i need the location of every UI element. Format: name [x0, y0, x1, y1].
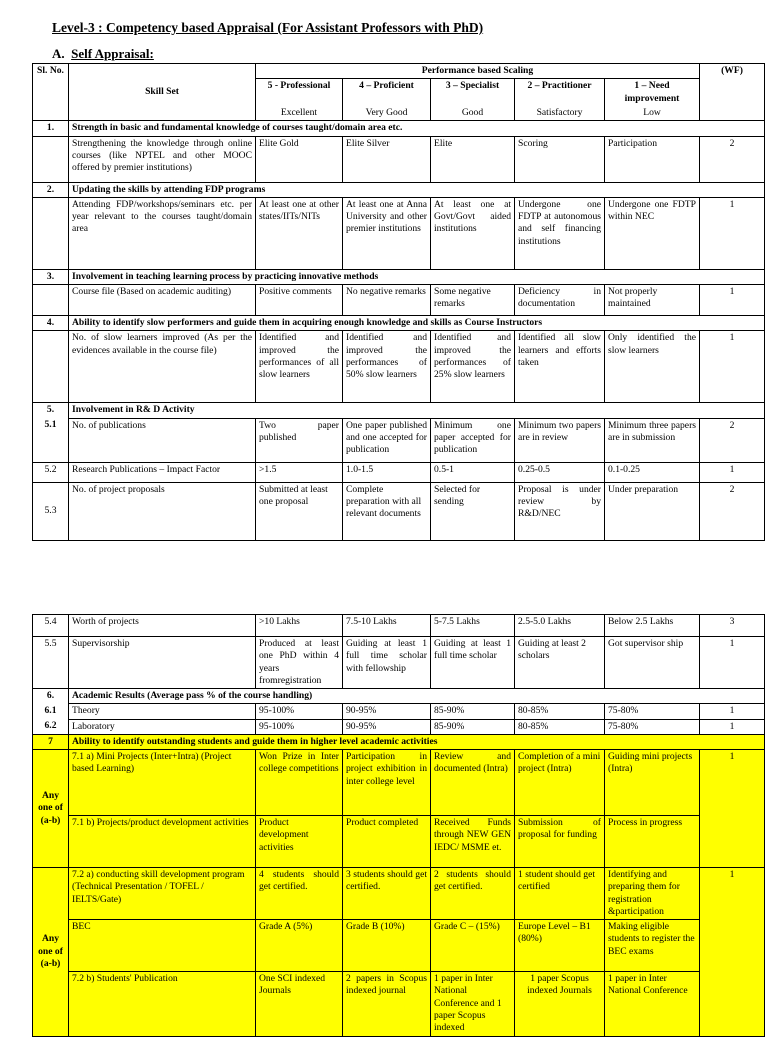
skill-cell: 7.2 b) Students' Publication [69, 972, 256, 1036]
header-grade-2: Satisfactory [515, 106, 605, 121]
wf-cell: 1 [700, 868, 765, 1036]
level-4-cell: No negative remarks [343, 285, 431, 316]
header-level-5: 5 - Professional [256, 79, 343, 106]
level-3-cell: Minimum one paper accepted for publication [431, 418, 515, 462]
level-5-cell: Identified and improved the performances of all slow learners [256, 331, 343, 403]
level-4-cell: Identified and improved the performances of 50% slow learners [343, 331, 431, 403]
level-5-cell: 4 students should get certified. [256, 868, 343, 920]
level-1-cell: Guiding mini projects (Intra) [605, 750, 700, 816]
level-5-cell: Positive comments [256, 285, 343, 316]
row-heading: Involvement in R& D Activity [69, 403, 765, 418]
row-number: 5.3 [33, 482, 69, 540]
level-1-cell: Identifying and preparing them for registration &participation [605, 868, 700, 920]
level-3-cell: 5-7.5 Lakhs [431, 615, 515, 637]
level-5-cell: Product development activities [256, 816, 343, 868]
level-1-cell: Process in progress [605, 816, 700, 868]
level-1-cell: Making eligible students to register the BEC exams [605, 920, 700, 972]
skill-cell: 7.1 b) Projects/product development activities [69, 816, 256, 868]
level-3-cell: At least one at Govt/Govt aided institutions [431, 197, 515, 269]
level-5-cell: Elite Gold [256, 136, 343, 182]
row-number: 4. [33, 316, 69, 331]
skill-cell: 7.2 a) conducting skill development program (Technical Presentation / TOFEL / IELTS/Gate) [69, 868, 256, 920]
wf-cell: 1 [700, 750, 765, 868]
row-number: 5.5 [33, 637, 69, 689]
level-3-cell: Received Funds through NEW GEN IEDC/ MSME et. [431, 816, 515, 868]
level-1-cell: Participation [605, 136, 700, 182]
level-4-cell: Complete preparation with all relevant documents [343, 482, 431, 540]
level-2-cell: Undergone one FDTP at autonomous and self financing institutions [515, 197, 605, 269]
level-4-cell: 2 papers in Scopus indexed journal [343, 972, 431, 1036]
level-2-cell: 1 student should get certified [515, 868, 605, 920]
level-5-cell: Two paper published [256, 418, 343, 462]
level-5-cell: At least one at other states/IITs/NITs [256, 197, 343, 269]
wf-cell: 1 [700, 719, 765, 734]
level-3-cell: Some negative remarks [431, 285, 515, 316]
row-heading: Ability to identify slow performers and guide them in acquiring enough knowledge and skills as Course Instructors [69, 316, 765, 331]
row-number: 6. [33, 689, 69, 704]
header-grade-3: Good [431, 106, 515, 121]
level-5-cell: Submitted at least one proposal [256, 482, 343, 540]
header-level-1: 1 – Need improvement [605, 79, 700, 106]
level-3-cell: Identified and improved the performances of 25% slow learners [431, 331, 515, 403]
level-1-cell: 75-80% [605, 704, 700, 719]
wf-cell: 1 [700, 331, 765, 403]
wf-cell: 1 [700, 704, 765, 719]
level-3-cell: 85-90% [431, 719, 515, 734]
header-grade-5: Excellent [256, 106, 343, 121]
level-2-cell: Minimum two papers are in review [515, 418, 605, 462]
skill-cell: Attending FDP/workshops/seminars etc. per year relevant to the courses taught/domain area [69, 197, 256, 269]
level-2-cell: 80-85% [515, 719, 605, 734]
row-heading: Ability to identify outstanding students and guide them in higher level academic activities [69, 734, 765, 749]
row-number: 3. [33, 269, 69, 284]
level-3-cell: Review and documented (Intra) [431, 750, 515, 816]
level-2-cell: Guiding at least 2 scholars [515, 637, 605, 689]
wf-cell: 3 [700, 615, 765, 637]
wf-cell: 2 [700, 482, 765, 540]
skill-cell: BEC [69, 920, 256, 972]
header-performance-scaling: Performance based Scaling [256, 64, 700, 79]
skill-cell: No. of project proposals [69, 482, 256, 540]
level-4-cell: 90-95% [343, 719, 431, 734]
skill-cell: No. of slow learners improved (As per the evidences available in the course file) [69, 331, 256, 403]
level-3-cell: 1 paper in Inter National Conference and 1 paper Scopus indexed [431, 972, 515, 1036]
level-2-cell: Submission of proposal for funding [515, 816, 605, 868]
level-3-cell: Elite [431, 136, 515, 182]
row-number: 6.2 [33, 719, 69, 734]
skill-cell: Theory [69, 704, 256, 719]
skill-cell: 7.1 a) Mini Projects (Inter+Intra) (Project based Learning) [69, 750, 256, 816]
level-2-cell: Proposal is under review by R&D/NEC [515, 482, 605, 540]
wf-cell: 2 [700, 418, 765, 462]
skill-cell: No. of publications [69, 418, 256, 462]
level-3-cell: Guiding at least 1 full time scholar [431, 637, 515, 689]
level-1-cell: Minimum three papers are in submission [605, 418, 700, 462]
level-5-cell: Won Prize in Inter college competitions [256, 750, 343, 816]
row-number: 5. [33, 403, 69, 418]
level-4-cell: Guiding at least 1 full time scholar with fellowship [343, 637, 431, 689]
level-1-cell: Below 2.5 Lakhs [605, 615, 700, 637]
level-3-cell: 0.5-1 [431, 462, 515, 482]
level-3-cell: 2 students should get certified. [431, 868, 515, 920]
skill-cell: Supervisorship [69, 637, 256, 689]
row-heading: Updating the skills by attending FDP programs [69, 182, 765, 197]
skill-cell: Strengthening the knowledge through online courses (like NPTEL and other MOOC offered by premier institutions) [69, 136, 256, 182]
any-one-label: Any one of (a-b) [33, 750, 69, 868]
level-2-cell: Europe Level – B1 (80%) [515, 920, 605, 972]
skill-cell: Course file (Based on academic auditing) [69, 285, 256, 316]
level-1-cell: 0.1-0.25 [605, 462, 700, 482]
wf-cell: 1 [700, 462, 765, 482]
row-number: 2. [33, 182, 69, 197]
header-grade-1: Low [605, 106, 700, 121]
wf-cell: 1 [700, 637, 765, 689]
appraisal-table-part-1 [32, 63, 765, 541]
header-wf: (WF) [700, 64, 765, 121]
any-one-label: Any one of (a-b) [33, 868, 69, 1036]
section-prefix: A. [52, 46, 65, 61]
level-2-cell: Identified all slow learners and efforts taken [515, 331, 605, 403]
level-4-cell: 7.5-10 Lakhs [343, 615, 431, 637]
level-1-cell: 75-80% [605, 719, 700, 734]
level-5-cell: >1.5 [256, 462, 343, 482]
row-heading: Involvement in teaching learning process by practicing innovative methods [69, 269, 765, 284]
level-4-cell: At least one at Anna University and other premier institutions [343, 197, 431, 269]
level-5-cell: Grade A (5%) [256, 920, 343, 972]
row-heading: Academic Results (Average pass % of the course handling) [69, 689, 765, 704]
row-number: 5.1 [33, 418, 69, 462]
level-4-cell: One paper published and one accepted for publication [343, 418, 431, 462]
level-2-cell: 80-85% [515, 704, 605, 719]
level-4-cell: Product completed [343, 816, 431, 868]
level-4-cell: 90-95% [343, 704, 431, 719]
level-1-cell: Got supervisor ship [605, 637, 700, 689]
skill-cell: Research Publications – Impact Factor [69, 462, 256, 482]
level-1-cell: Only identified the slow learners [605, 331, 700, 403]
level-4-cell: Grade B (10%) [343, 920, 431, 972]
level-2-cell: Scoring [515, 136, 605, 182]
level-5-cell: >10 Lakhs [256, 615, 343, 637]
level-3-cell: Grade C – (15%) [431, 920, 515, 972]
level-2-cell: Deficiency in documentation [515, 285, 605, 316]
level-1-cell: Undergone one FDTP within NEC [605, 197, 700, 269]
row-number: 5.2 [33, 462, 69, 482]
skill-cell: Worth of projects [69, 615, 256, 637]
row-number: 5.4 [33, 615, 69, 637]
wf-cell: 2 [700, 136, 765, 182]
header-grade-4: Very Good [343, 106, 431, 121]
row-heading: Strength in basic and fundamental knowledge of courses taught/domain area etc. [69, 121, 765, 136]
row-number: 1. [33, 121, 69, 136]
level-2-cell: 0.25-0.5 [515, 462, 605, 482]
header-level-4: 4 – Proficient [343, 79, 431, 106]
header-sl-no: Sl. No. [33, 64, 69, 121]
level-5-cell: One SCI indexed Journals [256, 972, 343, 1036]
level-1-cell: 1 paper in Inter National Conference [605, 972, 700, 1036]
wf-cell: 1 [700, 285, 765, 316]
header-skill-set: Skill Set [69, 64, 256, 121]
wf-cell: 1 [700, 197, 765, 269]
level-5-cell: Produced at least one PhD within 4 years fromregistration [256, 637, 343, 689]
level-4-cell: Participation in project exhibition in inter college level [343, 750, 431, 816]
section-heading [52, 46, 154, 62]
skill-cell: Laboratory [69, 719, 256, 734]
section-label: Self Appraisal: [71, 46, 154, 61]
level-4-cell: Elite Silver [343, 136, 431, 182]
header-level-2: 2 – Practitioner [515, 79, 605, 106]
level-1-cell: Under preparation [605, 482, 700, 540]
row-number: 6.1 [33, 704, 69, 719]
appraisal-table-part-2 [32, 614, 765, 1037]
row-number: 7 [33, 734, 69, 749]
level-1-cell: Not properly maintained [605, 285, 700, 316]
level-3-cell: 85-90% [431, 704, 515, 719]
level-5-cell: 95-100% [256, 719, 343, 734]
header-level-3: 3 – Specialist [431, 79, 515, 106]
level-4-cell: 3 students should get certified. [343, 868, 431, 920]
level-5-cell: 95-100% [256, 704, 343, 719]
level-4-cell: 1.0-1.5 [343, 462, 431, 482]
level-2-cell: 1 paper Scopus indexed Journals [515, 972, 605, 1036]
level-3-cell: Selected for sending [431, 482, 515, 540]
level-2-cell: Completion of a mini project (Intra) [515, 750, 605, 816]
level-2-cell: 2.5-5.0 Lakhs [515, 615, 605, 637]
document-title: Level-3 : Competency based Appraisal (For Assistant Professors with PhD) [52, 20, 484, 35]
